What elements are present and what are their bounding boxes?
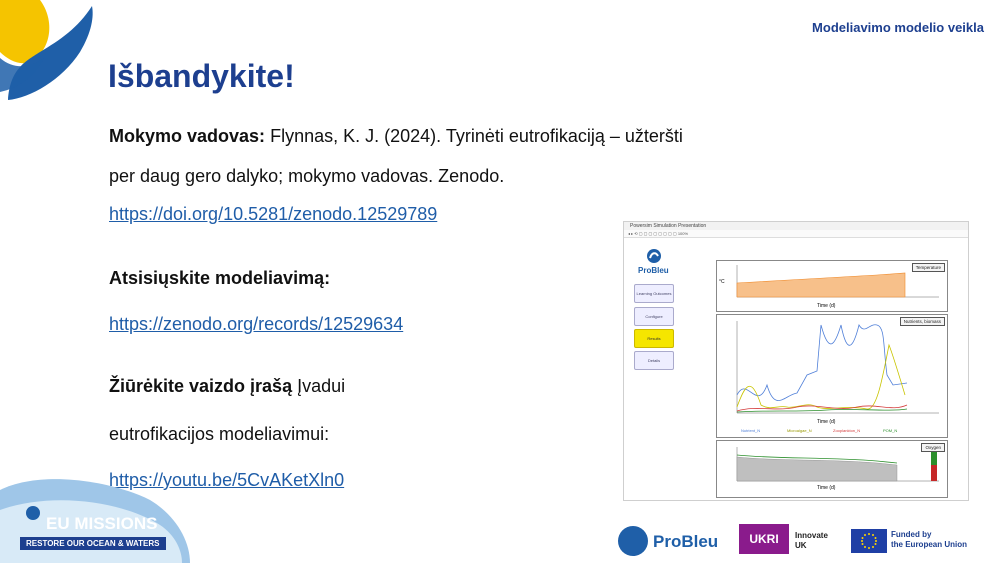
probleu-logo-icon [618, 526, 648, 556]
download-link[interactable]: https://zenodo.org/records/12529634 [109, 314, 404, 334]
legend-microalgae: Microalgae_N [787, 428, 812, 433]
temperature-ylabel: °C [719, 279, 725, 285]
guide-citation: Flynnas, K. J. (2024). Tyrinėti eutrofikaciją – užteršti [270, 126, 683, 146]
sim-brand: ProBleu [638, 266, 669, 275]
oxygen-xlabel: Time (d) [817, 485, 836, 491]
legend-pom: POM_N [883, 428, 898, 433]
sim-btn-results[interactable]: Results [634, 329, 674, 348]
probleu-logo-text: ProBleu [653, 532, 719, 551]
oxygen-label: Oxygen [921, 443, 945, 452]
legend-nutrient: Nutrient_N [741, 428, 761, 433]
guide-line-1 [109, 126, 683, 147]
guide-doi-link[interactable]: https://doi.org/10.5281/zenodo.12529789 [109, 204, 438, 224]
video-line-1 [109, 376, 345, 397]
nutrients-label: Nutrients, biomass [900, 317, 945, 326]
sim-btn-learning-outcomes[interactable]: Learning Outcomes [634, 284, 674, 303]
nutrients-xlabel: Time (d) [817, 419, 836, 425]
temperature-xlabel: Time (d) [817, 303, 836, 309]
temperature-panel [716, 260, 948, 312]
video-link[interactable]: https://youtu.be/5CvAKetXln0 [109, 470, 345, 490]
eu-funded-line-1: Funded by [891, 530, 932, 539]
nutrients-chart [717, 315, 947, 437]
eu-missions-text: EU MISSIONS [46, 514, 158, 533]
section-tag: Modeliavimo modelio veikla [812, 20, 984, 35]
sim-btn-configure[interactable]: Configure [634, 307, 674, 326]
temperature-label: Temperature [912, 263, 945, 272]
corner-logo [0, 0, 100, 100]
eu-missions-subtitle: RESTORE OUR OCEAN & WATERS [20, 537, 166, 550]
oxygen-chart [717, 441, 947, 497]
innovate-uk-line-2: UK [795, 541, 807, 550]
guide-line-2: per daug gero dalyko; mokymo vadovas. Zenodo. [109, 166, 505, 186]
legend-zooplankton: Zooplankton_N [833, 428, 861, 433]
video-label: Žiūrėkite vaizdo įrašą [109, 376, 293, 396]
download-label: Atsisiųskite modeliavimą: [109, 268, 331, 288]
eu-flag-icon [851, 529, 887, 553]
sim-window-title: Powersim Simulation Presentation [624, 222, 968, 230]
oxygen-panel [716, 440, 948, 498]
sim-toolbar: ◂ ▸ ⟲ ▢ ▢ ▢ ▢ ▢ ▢ ▢ ▢ 100% [624, 230, 968, 238]
eu-funded-line-2: the European Union [891, 540, 967, 549]
innovate-uk-text [795, 531, 828, 551]
video-intro: Įvadui [297, 376, 346, 396]
ukri-logo: UKRI [739, 524, 789, 554]
eu-funded-text [891, 530, 967, 550]
sim-btn-details[interactable]: Details [634, 351, 674, 370]
nutrients-panel [716, 314, 948, 438]
guide-label: Mokymo vadovas: [109, 126, 266, 146]
simulation-screenshot [623, 221, 969, 501]
page-title: Išbandykite! [108, 58, 295, 94]
video-line-2: eutrofikacijos modeliavimui: [109, 424, 330, 444]
probleu-icon [646, 248, 662, 264]
eu-missions-icon [26, 506, 40, 520]
innovate-uk-line-1: Innovate [795, 531, 828, 540]
